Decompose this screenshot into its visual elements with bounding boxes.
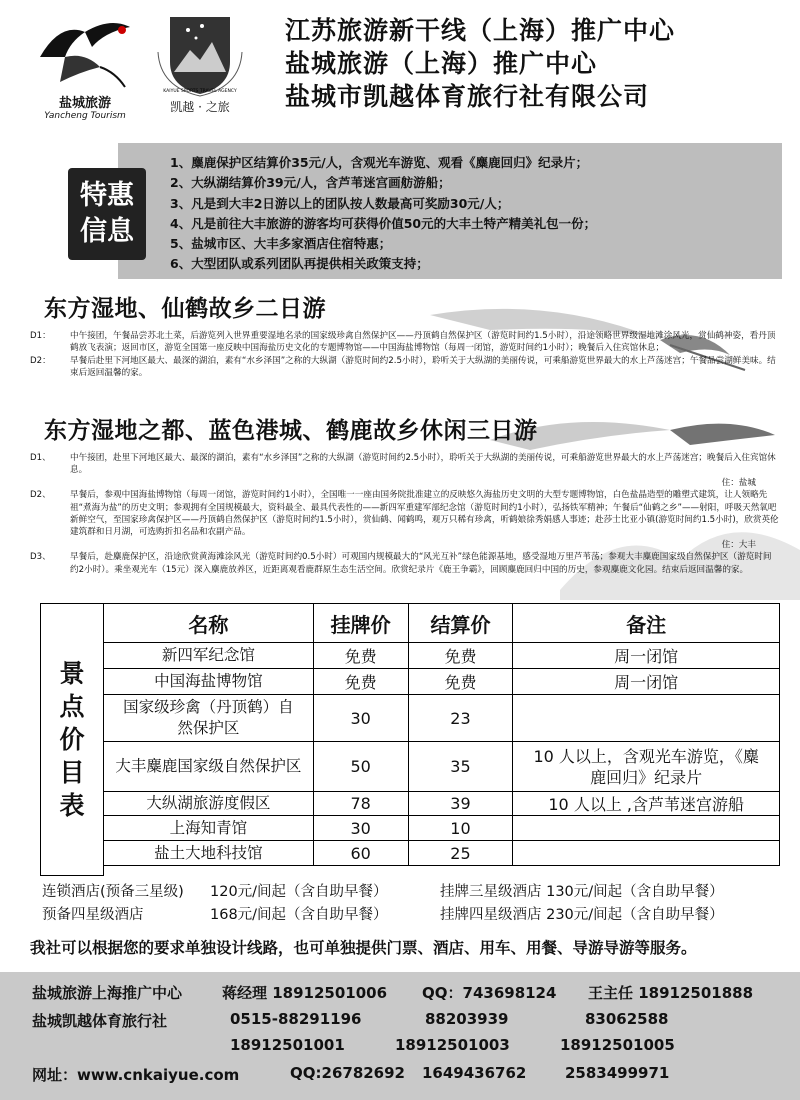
column-header: 备注 [513, 604, 780, 643]
hotel-type-price: 挂牌三星级酒店 130元/间起（含自助早餐） [440, 884, 724, 900]
service-statement: 我社可以根据您的要求单独设计线路，也可单独提供门票、酒店、用车、用餐、导游导游等服务。 [30, 939, 697, 957]
lodging-note: 住：盐城 [721, 477, 756, 488]
itinerary-day [30, 452, 780, 489]
special-offers-list [118, 143, 782, 275]
special-offers-label [68, 168, 146, 260]
footer-qq: QQ：743698124 [422, 984, 557, 1002]
table-cell: 新四军纪念馆 [104, 643, 314, 669]
price-table [103, 603, 780, 866]
table-cell: 大纵湖旅游度假区 [104, 792, 314, 816]
route1-title: 东方湿地、仙鹤故乡二日游 [44, 296, 326, 322]
table-cell: 周一闭馆 [513, 643, 780, 669]
table-cell [513, 695, 780, 742]
kaiyue-ring-text: KAIYUE SPORTS TRAVEL AGENCY [163, 89, 237, 94]
table-row [104, 841, 780, 866]
special-offer-item: 1、麋鹿保护区结算价35元/人，含观光车游览、观看《麋鹿回归》纪录片； [170, 155, 589, 170]
special-offer-item: 3、凡是到大丰2日游以上的团队按人数最高可奖励30元/人； [170, 195, 510, 211]
table-cell: 10 人以上，含观光车游览，《麋鹿回归》纪录片 [513, 742, 780, 792]
header [0, 0, 800, 135]
day-label: D1： [30, 331, 51, 341]
footer-qq-group: 2583499971 [565, 1064, 670, 1082]
header-title-3: 盐城市凯越体育旅行社有限公司 [285, 82, 650, 111]
hotel-type: 连锁酒店(预备三星级) [42, 884, 184, 900]
itinerary-day [30, 489, 780, 551]
table-cell: 免费 [313, 669, 408, 695]
yancheng-logo-subtitle: Yancheng Tourism [44, 111, 126, 121]
footer-contact: 王主任 18912501888 [588, 984, 754, 1002]
special-offer-item: 5、盐城市区、大丰多家酒店住宿特惠； [170, 236, 392, 252]
header-title-2: 盐城旅游（上海）推广中心 [285, 49, 598, 78]
special-label-bottom: 信息 [80, 216, 134, 247]
footer-phone: 88203939 [425, 1010, 509, 1028]
special-label-top: 特惠 [80, 180, 134, 211]
table-cell: 10 人以上 ,含芦苇迷宫游船 [513, 792, 780, 816]
table-cell: 上海知青馆 [104, 816, 314, 841]
header-title-1: 江苏旅游新干线（上海）推广中心 [285, 16, 676, 45]
footer-phone: 0515-88291196 [230, 1010, 362, 1028]
day-label: D2、 [30, 490, 51, 501]
price-table-side-label [40, 603, 104, 876]
table-cell: 35 [408, 742, 513, 792]
table-cell: 60 [313, 841, 408, 866]
route2-itinerary [30, 452, 780, 576]
route2-title: 东方湿地之都、蓝色港城、鹤鹿故乡休闲三日游 [44, 418, 538, 444]
footer-phone: 83062588 [585, 1010, 669, 1028]
table-cell: 39 [408, 792, 513, 816]
yancheng-logo-text: 盐城旅游 [58, 96, 111, 111]
column-header: 结算价 [408, 604, 513, 643]
lodging-note: 住：大丰 [721, 539, 756, 550]
table-cell: 10 [408, 816, 513, 841]
column-header: 名称 [104, 604, 314, 643]
footer-qq-group: QQ:26782692 [290, 1064, 405, 1082]
column-header: 挂牌价 [313, 604, 408, 643]
footer-qq-group: 1649436762 [422, 1064, 527, 1082]
itinerary-day [30, 355, 780, 380]
hotel-type: 预备四星级酒店 [42, 907, 144, 923]
table-cell: 23 [408, 695, 513, 742]
table-cell: 30 [313, 695, 408, 742]
table-cell: 30 [313, 816, 408, 841]
table-cell: 周一闭馆 [513, 669, 780, 695]
header-titles [285, 14, 675, 113]
table-row [104, 792, 780, 816]
table-cell [513, 841, 780, 866]
table-cell: 国家级珍禽（丹顶鹤）自然保护区 [104, 695, 314, 742]
day-label: D1、 [30, 453, 51, 463]
table-cell: 免费 [408, 669, 513, 695]
day-label: D2： [30, 355, 51, 366]
footer-org: 盐城旅游上海推广中心 [32, 984, 183, 1002]
day-text: 中午接团，赴里下河地区最大、最深的湖泊，素有“水乡泽国”之称的大纵湖（游览时间约2.5小时），聆听关于大纵湖的美丽传说，可乘船游览世界最大的水上芦荡迷宫；晚餐后入住宾馆休息。 [70, 453, 776, 476]
table-cell: 78 [313, 792, 408, 816]
itinerary-day [30, 330, 780, 355]
kaiyue-logo [150, 12, 250, 130]
day-text: 早餐后，参观中国海盐博物馆（每周一闭馆，游览时间约1小时），全国唯一一座由国务院批准建立的反映悠久海盐历史文明的大型专题博物馆，白色盐晶造型的雕塑式建筑，让人领略先祖“煮海为盐”的历史文明；参观拥有全国规模最大，资料最全、最具代表性的——新四军重建军部纪念馆（游览时间约1小时），弘扬铁军精神；午餐后“仙鹤之乡”——射阳，呼吸天然氧吧新鲜空气，至国家珍禽保护区——丹顶鹤自然保护区（游览时间约1.5小时），赏仙鹤、闻鹤鸣，观万只稀有珍禽，听鹤娘徐秀娟感人事迹；赴莎士比亚小镇(游览时间约1.5小时)，欣赏英伦建筑群和日月湖，可选购折扣名品和农副产品。 [70, 490, 779, 538]
footer-contact: 蒋经理 18912501006 [222, 984, 388, 1002]
day-text: 早餐后赴里下河地区最大、最深的湖泊，素有“水乡泽国”之称的大纵湖（游览时间约2.5小时），聆听关于大纵湖的美丽传说，可乘船游览世界最大的水上芦荡迷宫；午餐品尝湖鲜美味。结束后返回温馨的家。 [70, 355, 776, 379]
hotel-price: 168元/间起（含自助早餐） [210, 907, 388, 923]
yancheng-tourism-logo [30, 12, 140, 130]
price-table-section [40, 603, 780, 876]
day-text: 中午接团，午餐品尝苏北土菜，后游览列入世界重要湿地名录的国家级珍禽自然保护区——丹顶鹤自然保护区（游览时间约1.5小时），沿途领略世界级湿地滩涂风光，赏仙鹤神姿，看丹顶鹤放飞表演；返回市区，游览全国第一座反映中国海盐历史文化的专题博物馆——中国海盐博物馆（每周一闭馆，游览时间约1小时）；晚餐后入住宾馆休息； [70, 331, 776, 354]
kaiyue-logo-text: 凯越 · 之旅 [170, 100, 230, 114]
day-text: 早餐后，赴麋鹿保护区，沿途欣赏黄海滩涂风光（游览时间约0.5小时）可观国内规模最大的“风光互补”绿色能源基地，感受湿地万里芦苇荡；参观大丰麋鹿国家级自然保护区（游览时间约2小时）。乘坐观光车（15元）深入麋鹿放养区，近距离观看鹿群原生态生活空间。欣赏纪录片《鹿王争霸》，回顾麋鹿回归中国的历史，参观麋鹿文化园。结束后返回温馨的家。 [70, 552, 772, 575]
footer-org: 盐城凯越体育旅行社 [32, 1012, 168, 1030]
hotel-price: 120元/间起（含自助早餐） [210, 884, 388, 900]
side-label-char: 目 [59, 758, 85, 787]
footer-mobile: 18912501005 [560, 1036, 675, 1054]
table-row [104, 669, 780, 695]
table-cell: 中国海盐博物馆 [104, 669, 314, 695]
footer-mobile: 18912501003 [395, 1036, 510, 1054]
table-header-row [104, 604, 780, 643]
table-cell: 免费 [408, 643, 513, 669]
itinerary-day [30, 551, 780, 576]
side-label-char: 价 [59, 725, 85, 754]
special-offer-item: 4、凡是前往大丰旅游的游客均可获得价值50元的大丰土特产精美礼包一份； [170, 215, 597, 231]
special-offers-panel [118, 143, 782, 279]
route1-itinerary [30, 330, 780, 380]
footer-website: 网址：www.cnkaiyue.com [32, 1066, 240, 1084]
special-offer-item: 2、大纵湖结算价39元/人，含芦苇迷宫画舫游船； [170, 175, 451, 191]
special-offer-item: 6、大型团队或系列团队再提供相关政策支持； [170, 256, 429, 272]
table-cell: 25 [408, 841, 513, 866]
hotel-type-price: 挂牌四星级酒店 230元/间起（含自助早餐） [440, 907, 724, 923]
table-cell: 50 [313, 742, 408, 792]
contact-footer [0, 972, 800, 1100]
table-row [104, 643, 780, 669]
table-cell: 盐土大地科技馆 [104, 841, 314, 866]
table-cell: 大丰麋鹿国家级自然保护区 [104, 742, 314, 792]
table-cell [513, 816, 780, 841]
table-row [104, 742, 780, 792]
day-label: D3、 [30, 552, 51, 563]
crane-logo-icon [30, 12, 140, 92]
side-label-char: 点 [59, 692, 85, 721]
table-cell: 免费 [313, 643, 408, 669]
footer-mobile: 18912501001 [230, 1036, 345, 1054]
table-row [104, 695, 780, 742]
side-label-char: 表 [59, 791, 85, 820]
mountain-shield-icon [150, 12, 250, 97]
table-row [104, 816, 780, 841]
side-label-char: 景 [59, 659, 85, 688]
